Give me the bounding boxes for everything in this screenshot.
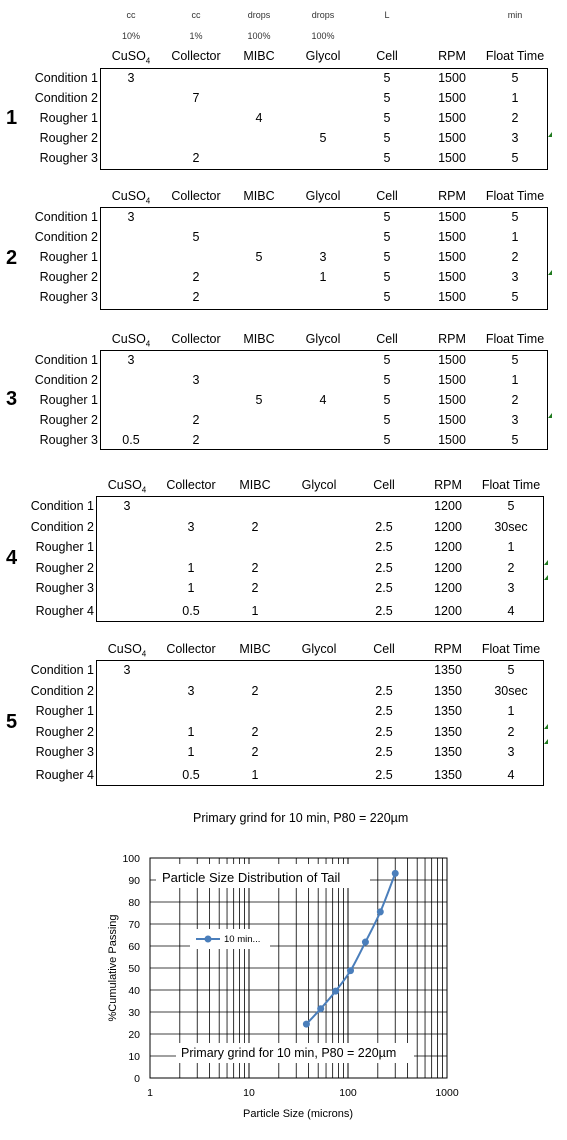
cell-cell: 2.5: [375, 745, 393, 759]
units-pct-collector: 1%: [189, 31, 203, 41]
header-cuso4-subscript: 4: [145, 339, 151, 349]
units-pct-glycol: 100%: [311, 31, 335, 41]
row-label: Rougher 3: [35, 581, 94, 595]
header-cuso4: CuSO$_4$: [111, 49, 151, 66]
row-label: Rougher 1: [35, 704, 94, 718]
header-cuso4: CuSO$_4$: [111, 189, 151, 206]
header-glycol: Glycol: [305, 332, 341, 346]
cell-rpm: 1200: [434, 499, 462, 513]
data-point: [317, 1005, 324, 1012]
cell-rpm: 1350: [434, 724, 462, 739]
cell-cell: 5: [383, 131, 391, 145]
cell-float: 5: [511, 210, 519, 224]
trial-number: 3: [6, 388, 18, 410]
x-tick-label: 100: [339, 1087, 357, 1099]
cell-rpm: 1200: [434, 604, 462, 618]
row-label: Rougher 2: [39, 270, 98, 284]
cell-mibc: 4: [255, 111, 263, 125]
cell-cell: 2.5: [375, 683, 393, 698]
cell-cell: 2.5: [375, 560, 393, 575]
cell-float: 5: [507, 499, 515, 513]
y-tick-label: 70: [128, 919, 140, 931]
cell-cell: 5: [383, 270, 391, 284]
cell-float: 3: [511, 413, 519, 427]
cell-float: 3: [511, 270, 519, 284]
cell-float: 2: [511, 393, 519, 407]
data-point: [347, 967, 354, 974]
cell-rpm: 1500: [438, 91, 466, 105]
x-tick-label: 1: [147, 1087, 153, 1099]
cell-cuso4: 3: [123, 499, 131, 513]
cell-collector: 1: [187, 724, 195, 739]
header-float: Float Time: [485, 189, 545, 203]
cell-collector: 3: [187, 683, 195, 698]
header-collector: Collector: [166, 478, 216, 492]
cell-glycol: 5: [319, 131, 327, 145]
cell-collector: 1: [187, 745, 195, 759]
trial-number: 5: [6, 711, 18, 733]
cell-cell: 5: [383, 111, 391, 125]
cell-rpm: 1500: [438, 433, 466, 447]
cell-float: 2: [511, 250, 519, 264]
comment-marker-icon: [544, 560, 548, 565]
data-point: [362, 939, 369, 946]
cell-rpm: 1500: [438, 290, 466, 304]
cell-rpm: 1200: [434, 581, 462, 595]
cell-rpm: 1500: [438, 353, 466, 367]
cell-float: 3: [507, 581, 515, 595]
row-label: Rougher 3: [39, 151, 98, 165]
header-collector: Collector: [171, 189, 221, 203]
cell-collector: 1: [187, 581, 195, 595]
cell-rpm: 1200: [434, 519, 462, 534]
cell-glycol: 1: [319, 270, 327, 284]
cell-collector: 2: [192, 433, 200, 447]
cell-mibc: 2: [251, 724, 259, 739]
cell-cuso4: 0.5: [122, 433, 140, 447]
cell-cell: 2.5: [375, 581, 393, 595]
row-label: Condition 1: [34, 353, 98, 367]
cell-cell: 5: [383, 71, 391, 85]
comment-marker-icon: [544, 739, 548, 744]
header-mibc: MIBC: [239, 478, 271, 492]
cell-rpm: 1200: [434, 560, 462, 575]
cell-mibc: 5: [255, 393, 263, 407]
header-cuso4-subscript: 4: [141, 485, 147, 495]
row-label: Condition 1: [30, 663, 94, 677]
cell-mibc: 2: [251, 581, 259, 595]
header-collector: Collector: [166, 642, 216, 656]
cell-cell: 5: [383, 210, 391, 224]
row-label: Rougher 2: [39, 131, 98, 145]
header-float: Float Time: [481, 478, 541, 492]
cell-rpm: 1500: [438, 111, 466, 125]
cell-rpm: 1200: [434, 540, 462, 554]
cell-rpm: 1350: [434, 704, 462, 718]
header-cell: Cell: [376, 49, 398, 63]
cell-float: 5: [511, 433, 519, 447]
header-glycol: Glycol: [301, 478, 337, 492]
cell-cell: 2.5: [375, 519, 393, 534]
cell-cell: 2.5: [375, 724, 393, 739]
cell-collector: 3: [187, 519, 195, 534]
cell-cell: 5: [383, 250, 391, 264]
cell-float: 1: [511, 230, 519, 244]
header-float: Float Time: [485, 332, 545, 346]
cell-mibc: 5: [255, 250, 263, 264]
cell-rpm: 1500: [438, 151, 466, 165]
cell-float: 1: [511, 373, 519, 387]
header-cuso4-subscript: 4: [141, 649, 147, 659]
data-point: [392, 870, 399, 877]
cell-cuso4: 3: [127, 353, 135, 367]
cell-collector: 2: [192, 413, 200, 427]
y-tick-label: 80: [128, 897, 140, 909]
cell-rpm: 1500: [438, 413, 466, 427]
row-label: Rougher 3: [39, 290, 98, 304]
header-cuso4: CuSO$_4$: [111, 332, 151, 349]
x-axis-label: Particle Size (microns): [242, 1108, 354, 1120]
cell-rpm: 1350: [434, 683, 462, 698]
y-tick-label: 0: [134, 1073, 140, 1085]
cell-cell: 5: [383, 230, 391, 244]
y-tick-label: 90: [128, 875, 140, 887]
header-mibc: MIBC: [239, 642, 271, 656]
units-cell: L: [384, 10, 390, 20]
y-tick-label: 100: [122, 853, 140, 865]
comment-marker-icon: [548, 270, 552, 275]
y-tick-label: 60: [128, 941, 140, 953]
chart-annotation: Primary grind for 10 min, P80 = 220µm: [181, 1046, 397, 1060]
row-label: Rougher 2: [35, 724, 94, 739]
units-pct-mibc: 100%: [247, 31, 271, 41]
cell-collector: 7: [192, 91, 200, 105]
comment-marker-icon: [544, 575, 548, 580]
cell-cell: 5: [383, 353, 391, 367]
cell-collector: 0.5: [182, 768, 200, 782]
cell-rpm: 1500: [438, 270, 466, 284]
cell-glycol: 3: [319, 250, 327, 264]
header-cuso4: CuSO$_4$: [107, 478, 147, 495]
trial-number: 1: [6, 107, 18, 129]
cell-cuso4: 3: [127, 71, 135, 85]
cell-mibc: 2: [251, 683, 259, 698]
header-cell: Cell: [373, 642, 395, 656]
header-cell: Cell: [376, 332, 398, 346]
comment-marker-icon: [544, 724, 548, 729]
row-label: Condition 1: [30, 499, 94, 513]
units-float: min: [507, 10, 523, 20]
cell-rpm: 1350: [434, 745, 462, 759]
y-tick-label: 30: [128, 1007, 140, 1019]
cell-mibc: 2: [251, 745, 259, 759]
chart-title: Particle Size Distribution of Tail: [162, 870, 341, 885]
row-label: Rougher 3: [39, 433, 98, 447]
cell-float: 2: [511, 111, 519, 125]
cell-cuso4: 3: [127, 210, 135, 224]
cell-rpm: 1500: [438, 373, 466, 387]
header-rpm: RPM: [434, 642, 462, 656]
y-tick-label: 50: [128, 963, 140, 975]
row-label: Rougher 4: [35, 768, 94, 782]
cell-float: 2: [507, 724, 515, 739]
cell-collector: 2: [192, 270, 200, 284]
header-cuso4-subscript: 4: [145, 196, 151, 206]
header-rpm: RPM: [438, 49, 466, 63]
cell-float: 4: [507, 768, 515, 782]
cell-float: 3: [511, 131, 519, 145]
header-cell: Cell: [376, 189, 398, 203]
header-float: Float Time: [481, 642, 541, 656]
cell-cell: 5: [383, 151, 391, 165]
cell-collector: 0.5: [182, 604, 200, 618]
y-tick-label: 10: [128, 1051, 140, 1063]
cell-float: 3: [507, 745, 515, 759]
cell-cell: 5: [383, 413, 391, 427]
cell-collector: 1: [187, 560, 195, 575]
cell-cell: 2.5: [375, 604, 393, 618]
comment-marker-icon: [548, 413, 552, 418]
cell-collector: 2: [192, 290, 200, 304]
row-label: Rougher 4: [35, 604, 94, 618]
trial-number: 4: [6, 547, 18, 569]
cell-cell: 2.5: [375, 704, 393, 718]
header-rpm: RPM: [438, 332, 466, 346]
row-label: Condition 2: [30, 519, 94, 534]
cell-glycol: 4: [319, 393, 327, 407]
header-float: Float Time: [485, 49, 545, 63]
data-point: [332, 988, 339, 995]
y-tick-label: 40: [128, 985, 140, 997]
row-label: Rougher 1: [39, 111, 98, 125]
cell-collector: 5: [192, 230, 200, 244]
cell-rpm: 1350: [434, 663, 462, 677]
legend-marker: [205, 936, 212, 943]
header-mibc: MIBC: [243, 189, 275, 203]
header-mibc: MIBC: [243, 332, 275, 346]
header-cell: Cell: [373, 478, 395, 492]
header-glycol: Glycol: [301, 642, 337, 656]
data-point: [377, 908, 384, 915]
cell-float: 1: [511, 91, 519, 105]
cell-rpm: 1500: [438, 230, 466, 244]
cell-mibc: 2: [251, 560, 259, 575]
units-collector: cc: [191, 10, 201, 20]
legend-label: 10 min...: [224, 934, 261, 945]
cell-rpm: 1500: [438, 71, 466, 85]
cell-rpm: 1500: [438, 250, 466, 264]
row-label: Condition 1: [34, 210, 98, 224]
units-mibc: drops: [247, 10, 271, 20]
cell-cuso4: 3: [123, 663, 131, 677]
cell-float: 2: [507, 560, 515, 575]
cell-cell: 5: [383, 393, 391, 407]
cell-float: 5: [511, 353, 519, 367]
cell-mibc: 1: [251, 768, 259, 782]
cell-float: 30sec: [494, 519, 528, 534]
units-pct-cuso4: 10%: [121, 31, 140, 41]
header-glycol: Glycol: [305, 189, 341, 203]
row-label: Rougher 2: [35, 560, 94, 575]
cell-mibc: 2: [251, 519, 259, 534]
header-rpm: RPM: [438, 189, 466, 203]
cell-float: 5: [511, 290, 519, 304]
row-label: Condition 2: [30, 683, 94, 698]
header-collector: Collector: [171, 49, 221, 63]
row-label: Rougher 3: [35, 745, 94, 759]
header-rpm: RPM: [434, 478, 462, 492]
cell-collector: 2: [192, 151, 200, 165]
row-label: Condition 2: [34, 230, 98, 244]
cell-cell: 5: [383, 91, 391, 105]
cell-float: 5: [511, 71, 519, 85]
row-label: Condition 1: [34, 71, 98, 85]
cell-mibc: 1: [251, 604, 259, 618]
y-tick-label: 20: [128, 1029, 140, 1041]
psd-chart: [0, 840, 567, 1140]
row-label: Rougher 1: [35, 540, 94, 554]
x-tick-label: 10: [243, 1087, 255, 1099]
header-collector: Collector: [171, 332, 221, 346]
cell-cell: 5: [383, 433, 391, 447]
trial-number: 2: [6, 246, 18, 269]
y-axis-label: %Cumulative Passing: [107, 914, 119, 1022]
row-label: Rougher 2: [39, 413, 98, 427]
cell-float: 5: [511, 151, 519, 165]
cell-rpm: 1500: [438, 131, 466, 145]
cell-float: 5: [507, 663, 515, 677]
row-label: Condition 2: [34, 91, 98, 105]
cell-rpm: 1500: [438, 210, 466, 224]
cell-cell: 2.5: [375, 540, 393, 554]
row-label: Condition 2: [34, 373, 98, 387]
x-tick-label: 1000: [435, 1087, 459, 1099]
cell-cell: 5: [383, 373, 391, 387]
comment-marker-icon: [548, 132, 552, 137]
units-glycol: drops: [311, 10, 335, 20]
header-cuso4: CuSO$_4$: [107, 642, 147, 659]
cell-collector: 3: [192, 373, 200, 387]
cell-rpm: 1500: [438, 393, 466, 407]
row-label: Rougher 1: [39, 250, 98, 264]
header-mibc: MIBC: [243, 49, 275, 63]
cell-float: 30sec: [494, 683, 528, 698]
cell-float: 1: [507, 704, 515, 718]
row-label: Rougher 1: [39, 393, 98, 407]
cell-cell: 2.5: [375, 768, 393, 782]
cell-float: 4: [507, 604, 515, 618]
cell-cell: 5: [383, 290, 391, 304]
grind-caption: Primary grind for 10 min, P80 = 220µm: [193, 811, 409, 825]
data-point: [303, 1021, 310, 1028]
units-cuso4: cc: [126, 10, 136, 20]
cell-rpm: 1350: [434, 768, 462, 782]
header-cuso4-subscript: 4: [145, 56, 151, 66]
cell-float: 1: [507, 540, 515, 554]
header-glycol: Glycol: [305, 49, 341, 63]
